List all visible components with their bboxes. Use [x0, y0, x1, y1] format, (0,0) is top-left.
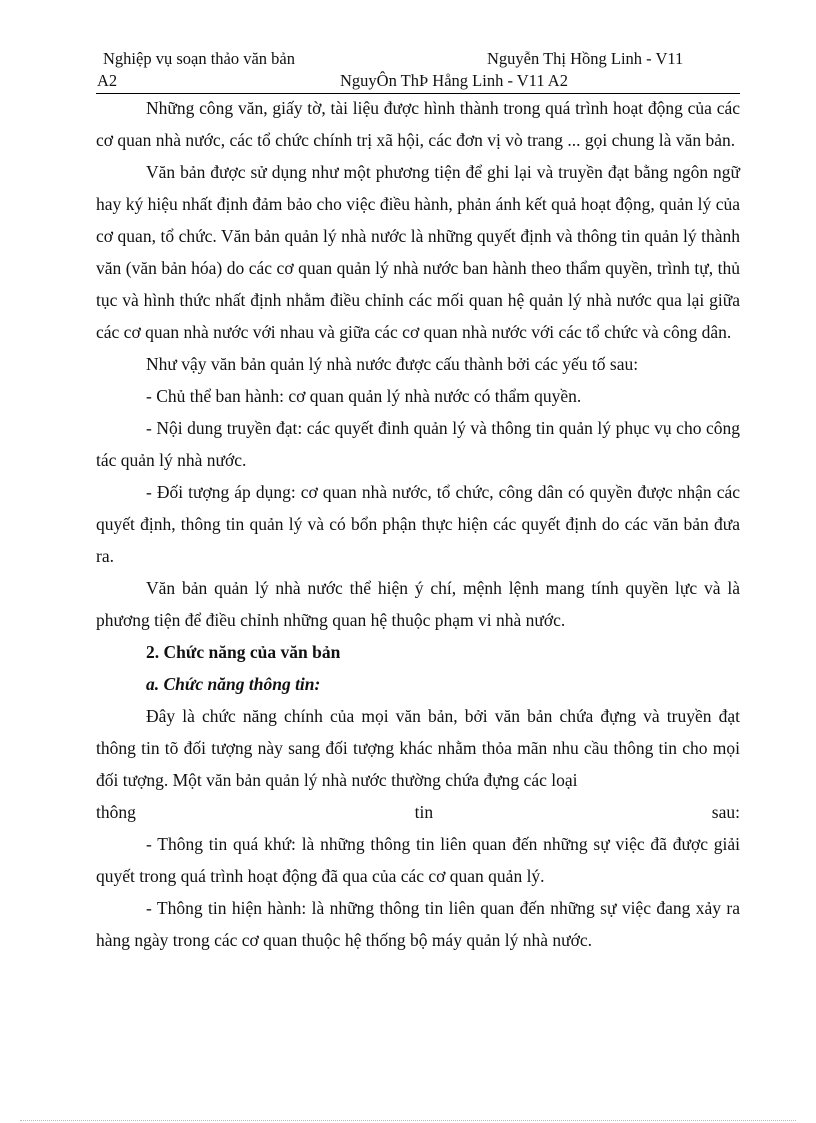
header-left-title: Nghiệp vụ soạn thảo văn bản: [103, 49, 295, 68]
document-body: [96, 92, 740, 956]
list-item-past-info: - Thông tin quá khứ: là những thông tin liên quan đến những sự việc đã được giải quyết trong quá trình hoạt động đã qua của các cơ quan quản lý.: [96, 834, 740, 886]
paragraph-3: Như vậy văn bản quản lý nhà nước được cấu thành bởi các yếu tố sau:: [146, 354, 639, 374]
paragraph-7: Văn bản quản lý nhà nước thể hiện ý chí, mệnh lệnh mang tính quyền lực và là phương tiện để điều chỉnh những quan hệ thuộc phạm vi nhà nước.: [96, 578, 740, 630]
header-continuation: A2: [97, 71, 118, 90]
list-item-content: - Nội dung truyền đạt: các quyết đinh quản lý và thông tin quản lý phục vụ cho công tác quản lý nhà nước.: [96, 418, 740, 470]
paragraph-1: Những công văn, giấy tờ, tài liệu được hình thành trong quá trình hoạt động của các cơ quan nhà nước, các tổ chức chính trị xã hội, các đơn vị vò trang ... gọi chung là văn bản.: [96, 98, 740, 150]
section-heading: 2. Chức năng của văn bản: [146, 642, 341, 662]
list-item-issuer: - Chủ thể ban hành: cơ quan quản lý nhà nước có thẩm quyền.: [146, 386, 582, 406]
word-tin: tin: [414, 802, 434, 822]
word-sau: sau:: [711, 802, 740, 822]
paragraph-8-last-line: [96, 796, 740, 828]
subsection-heading: a. Chức năng thông tin:: [146, 674, 321, 694]
header-encoded-author: NguyÔn ThÞ Hång Linh - V11 A2: [340, 71, 568, 90]
paragraph-8: Đây là chức năng chính của mọi văn bản, bởi văn bản chứa đựng và truyền đạt thông tin tõ đối tượng này sang đối tượng khác nhằm thỏa mãn nhu cầu thông tin cho mọi đối tượng. Một văn bản quản lý nhà nước thường chứa đựng các loại: [96, 706, 740, 790]
list-item-current-info: - Thông tin hiện hành: là những thông tin liên quan đến những sự việc đang xảy ra hàng ngày trong các cơ quan thuộc hệ thống bộ máy quản lý nhà nước.: [96, 898, 740, 950]
header-author: Nguyễn Thị Hồng Linh - V11: [487, 49, 684, 68]
paragraph-2: Văn bản được sử dụng như một phương tiện để ghi lại và truyền đạt bằng ngôn ngữ hay ký hiệu nhất định đảm bảo cho việc điều hành, phản ánh kết quả hoạt động, quản lý của cơ quan, tổ chức. Văn bản quản lý nhà nước là những quyết định và thông tin quản lý thành văn (văn bản hóa) do các cơ quan quản lý nhà nước ban hành theo thẩm quyền, trình tự, thủ tục và hình thức nhất định nhằm điều chỉnh các mối quan hệ quản lý nhà nước qua lại giữa các cơ quan nhà nước với nhau và giữa các cơ quan nhà nước với các tổ chức và công dân.: [96, 162, 740, 342]
word-thong: thông: [96, 802, 136, 822]
list-item-subject: - Đối tượng áp dụng: cơ quan nhà nước, tổ chức, công dân có quyền được nhận các quyết định, thông tin quản lý và có bổn phận thực hiện các quyết định do các văn bản đưa ra.: [96, 482, 740, 566]
page-bottom-border: [20, 1120, 796, 1121]
